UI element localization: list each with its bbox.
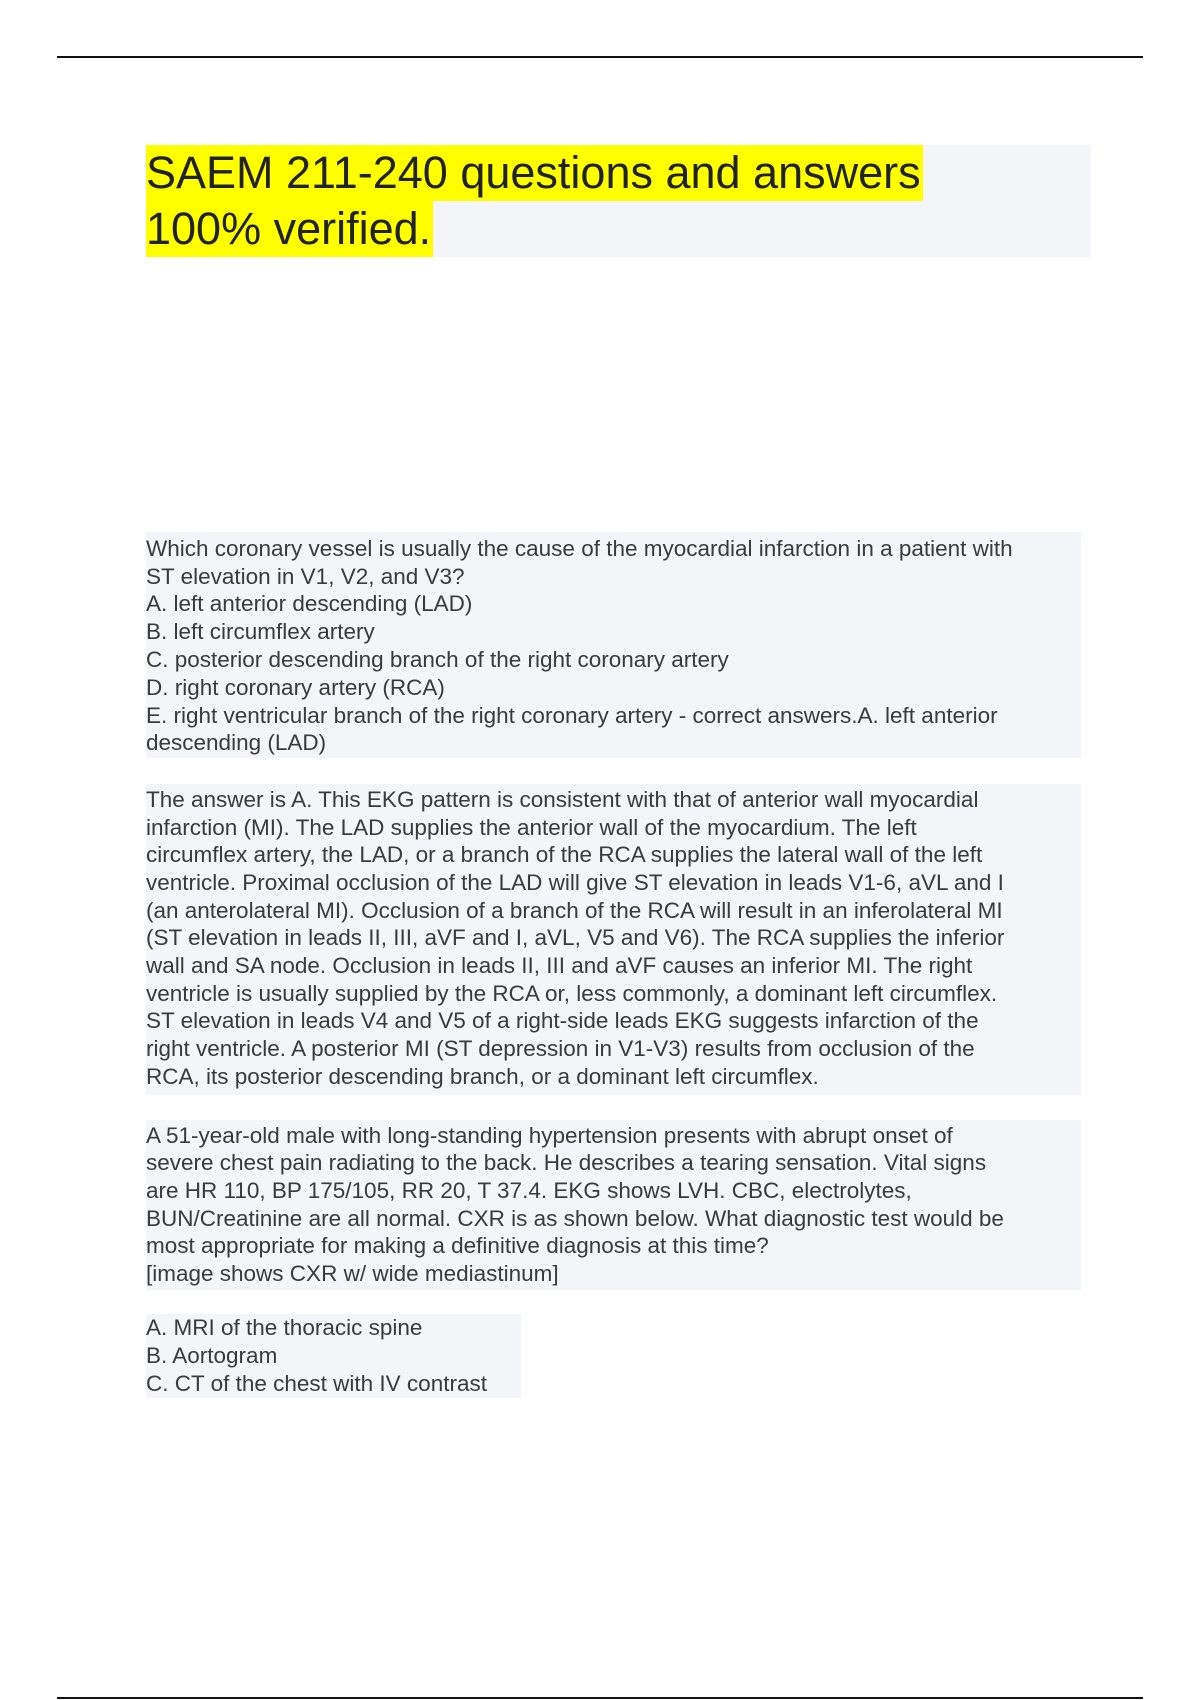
question-1-stem-line-1: Which coronary vessel is usually the cause of the myocardial infarction in a patient with	[146, 536, 1013, 561]
document-title-line-1: SAEM 211-240 questions and answers	[146, 145, 923, 201]
document-title-line-2: 100% verified.	[146, 201, 433, 257]
explanation-line: ventricle. Proximal occlusion of the LAD will give ST elevation in leads V1-6, aVL and I	[146, 870, 1004, 895]
question-2-stem-line: are HR 110, BP 175/105, RR 20, T 37.4. EKG shows LVH. CBC, electrolytes,	[146, 1178, 912, 1203]
explanation-line: ventricle is usually supplied by the RCA or, less commonly, a dominant left circumflex.	[146, 981, 998, 1006]
question-1-option-b: B. left circumflex artery	[146, 619, 375, 644]
explanation-line: RCA, its posterior descending branch, or a dominant left circumflex.	[146, 1064, 819, 1089]
question-1-option-d: D. right coronary artery (RCA)	[146, 675, 445, 700]
explanation-line: circumflex artery, the LAD, or a branch of the RCA supplies the lateral wall of the left	[146, 842, 983, 867]
question-1-stem-line-2: ST elevation in V1, V2, and V3?	[146, 564, 465, 589]
question-2-stem-line: BUN/Creatinine are all normal. CXR is as shown below. What diagnostic test would be	[146, 1206, 1004, 1231]
question-1-option-a: A. left anterior descending (LAD)	[146, 591, 473, 616]
question-2-option-b: B. Aortogram	[146, 1343, 278, 1368]
question-1-option-c: C. posterior descending branch of the right coronary artery	[146, 647, 729, 672]
question-2-stem-line: A 51-year-old male with long-standing hypertension presents with abrupt onset of	[146, 1123, 953, 1148]
question-2-stem-line: severe chest pain radiating to the back. He describes a tearing sensation. Vital signs	[146, 1150, 987, 1175]
top-divider	[57, 56, 1143, 58]
bottom-divider	[57, 1697, 1143, 1699]
explanation-line: (an anterolateral MI). Occlusion of a branch of the RCA will result in an inferolateral MI	[146, 898, 1003, 923]
question-2-image-note: [image shows CXR w/ wide mediastinum]	[146, 1261, 559, 1286]
question-2-option-c: C. CT of the chest with IV contrast	[146, 1371, 487, 1396]
question-1-option-e: E. right ventricular branch of the right coronary artery - correct answers.A. left anterior	[146, 703, 998, 728]
explanation-line: ST elevation in leads V4 and V5 of a right-side leads EKG suggests infarction of the	[146, 1008, 979, 1033]
explanation-line: The answer is A. This EKG pattern is consistent with that of anterior wall myocardial	[146, 787, 979, 812]
question-1-option-e-continued: descending (LAD)	[146, 730, 327, 755]
question-2-option-a: A. MRI of the thoracic spine	[146, 1315, 423, 1340]
explanation-line: (ST elevation in leads II, III, aVF and I, aVL, V5 and V6). The RCA supplies the inferior	[146, 925, 1005, 950]
explanation-line: right ventricle. A posterior MI (ST depression in V1-V3) results from occlusion of the	[146, 1036, 975, 1061]
explanation-line: wall and SA node. Occlusion in leads II, III and aVF causes an inferior MI. The right	[146, 953, 973, 978]
question-2-stem-line: most appropriate for making a definitive diagnosis at this time?	[146, 1233, 769, 1258]
explanation-line: infarction (MI). The LAD supplies the anterior wall of the myocardium. The left	[146, 815, 917, 840]
